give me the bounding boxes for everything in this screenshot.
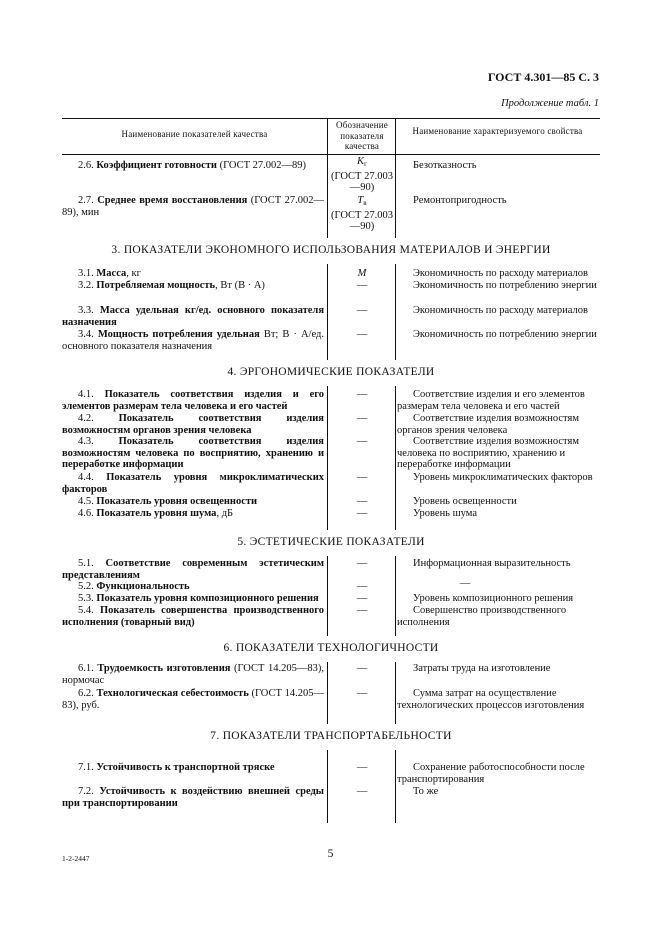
indicator-symbol: $T_в$ (ГОСТ 27.003—90) <box>331 195 393 233</box>
property: Уровень композиционного решения <box>413 593 574 604</box>
indicator-name: 5.2. Функциональность <box>78 581 190 592</box>
property: Экономичность по расходу материалов <box>413 268 588 279</box>
property: Экономичность по потреблению энергии <box>413 280 597 291</box>
section-title-4: 4. ЭРГОНОМИЧЕСКИЕ ПОКАЗАТЕЛИ <box>227 366 435 378</box>
indicator-name: 6.2. Технологическая себестоимость (ГОСТ 14.205—83), руб. <box>62 688 324 711</box>
property: Затраты труда на изготовление <box>413 663 551 674</box>
indicator-symbol: — <box>356 472 368 483</box>
indicator-symbol: — <box>356 688 368 699</box>
column-divider-2 <box>395 118 396 823</box>
indicator-name: 4.6. Показатель уровня шума, дБ <box>78 508 234 519</box>
section-title-7: 7. ПОКАЗАТЕЛИ ТРАНСПОРТАБЕЛЬНОСТИ <box>210 730 452 742</box>
property: Информационная выразительность <box>413 558 571 569</box>
section-title-3: 3. ПОКАЗАТЕЛИ ЭКОНОМНОГО ИСПОЛЬЗОВАНИЯ МАТЕРИАЛОВ И ЭНЕРГИИ <box>111 244 551 256</box>
column-header-name: Наименование показателей качества <box>121 129 268 139</box>
property: Соответствие изделия и его элементов размерам тела человека и его частей <box>397 389 585 412</box>
indicator-symbol: — <box>356 581 368 592</box>
property: Уровень микроклиматических факторов <box>413 472 593 483</box>
property: Сумма затрат на осуществление технологических процессов изготовления <box>397 688 585 711</box>
indicator-name: 3.3. Масса удельная кг/ед. основного показателя назначения <box>62 305 325 328</box>
indicator-name: 5.3. Показатель уровня композиционного решения <box>78 593 319 604</box>
property: Уровень освещенности <box>413 496 517 507</box>
indicator-symbol: — <box>356 436 368 447</box>
property: Ремонтопригодность <box>413 195 507 206</box>
property: Сохранение работоспособности после транспортирования <box>397 762 585 785</box>
indicator-name: 4.1. Показатель соответствия изделия и его элементов размерам тела человека и его частей <box>62 389 324 412</box>
indicator-name: 3.4. Мощность потребления удельная Вт; В · А/ед. основного показателя назначения <box>62 329 324 352</box>
column-header-symbol: Обозначение показателя качества <box>336 120 388 151</box>
indicator-symbol: — <box>356 305 368 316</box>
indicator-symbol: — <box>356 389 368 400</box>
indicator-symbol: — <box>356 508 368 519</box>
header-standard: ГОСТ 4.301—85 С. 3 <box>487 70 599 84</box>
indicator-symbol: $K_г$ (ГОСТ 27.003—90) <box>331 156 393 194</box>
indicator-name: 6.1. Трудоемкость изготовления (ГОСТ 14.205—83), нормочас <box>62 663 324 686</box>
indicator-symbol: — <box>356 280 368 291</box>
property: Безотказность <box>413 160 477 171</box>
property: То же <box>413 786 439 797</box>
indicator-symbol: — <box>356 786 368 797</box>
property: Экономичность по потреблению энергии <box>413 329 597 340</box>
continuation-note: Продолжение табл. 1 <box>501 98 599 109</box>
property: — <box>459 578 471 589</box>
indicator-name: 4.2. Показатель соответствия изделия возможностям органов зрения человека <box>62 413 324 436</box>
indicator-name: 4.4. Показатель уровня микроклиматических факторов <box>62 472 324 495</box>
property: Соответствие изделия возможностям органов зрения человека <box>397 413 579 436</box>
property: Уровень шума <box>413 508 478 519</box>
indicator-name: 7.2. Устойчивость к воздействию внешней среды при транспортировании <box>62 786 325 809</box>
indicator-name: 2.6. Коэффициент готовности (ГОСТ 27.002—89) <box>78 160 307 171</box>
property: Совершенство производственного исполнения <box>397 605 567 628</box>
indicator-symbol: — <box>356 593 368 604</box>
indicator-name: 3.1. Масса, кг <box>78 268 141 279</box>
indicator-symbol: — <box>356 329 368 340</box>
indicator-symbol: — <box>356 762 368 773</box>
property: Соответствие изделия возможностям человека по восприятию, хранению и переработке информации <box>397 436 579 471</box>
property: Экономичность по расходу материалов <box>413 305 588 316</box>
indicator-symbol: — <box>356 496 368 507</box>
indicator-symbol: — <box>356 413 368 424</box>
indicator-name: 4.5. Показатель уровня освещенности <box>78 496 258 507</box>
table-top-rule <box>62 118 600 119</box>
footer-code: 1-2-2447 <box>62 854 90 863</box>
indicator-symbol: M <box>357 268 367 279</box>
indicator-name: 4.3. Показатель соответствия изделия возможностям человека по восприятию, хранению и переработке информации <box>62 436 324 471</box>
table-header-rule <box>62 154 600 155</box>
page-number: 5 <box>327 848 334 860</box>
indicator-symbol: — <box>356 558 368 569</box>
indicator-name: 3.2. Потребляемая мощность, Вт (В · А) <box>78 280 265 291</box>
column-divider-1 <box>327 118 328 823</box>
indicator-name: 7.1. Устойчивость к транспортной тряске <box>78 762 275 773</box>
section-title-5: 5. ЭСТЕТИЧЕСКИЕ ПОКАЗАТЕЛИ <box>237 536 425 548</box>
indicator-symbol: — <box>356 605 368 616</box>
section-title-6: 6. ПОКАЗАТЕЛИ ТЕХНОЛОГИЧНОСТИ <box>223 642 439 654</box>
indicator-name: 5.4. Показатель совершенства производственного исполнения (товарный вид) <box>62 605 325 628</box>
indicator-symbol: — <box>356 663 368 674</box>
indicator-name: 2.7. Среднее время восстановления (ГОСТ 27.002—89), мин <box>62 195 324 218</box>
column-header-property: Наименование характеризуемого свойства <box>412 126 583 136</box>
indicator-name: 5.1. Соответствие современным эстетическим представлениям <box>62 558 324 581</box>
